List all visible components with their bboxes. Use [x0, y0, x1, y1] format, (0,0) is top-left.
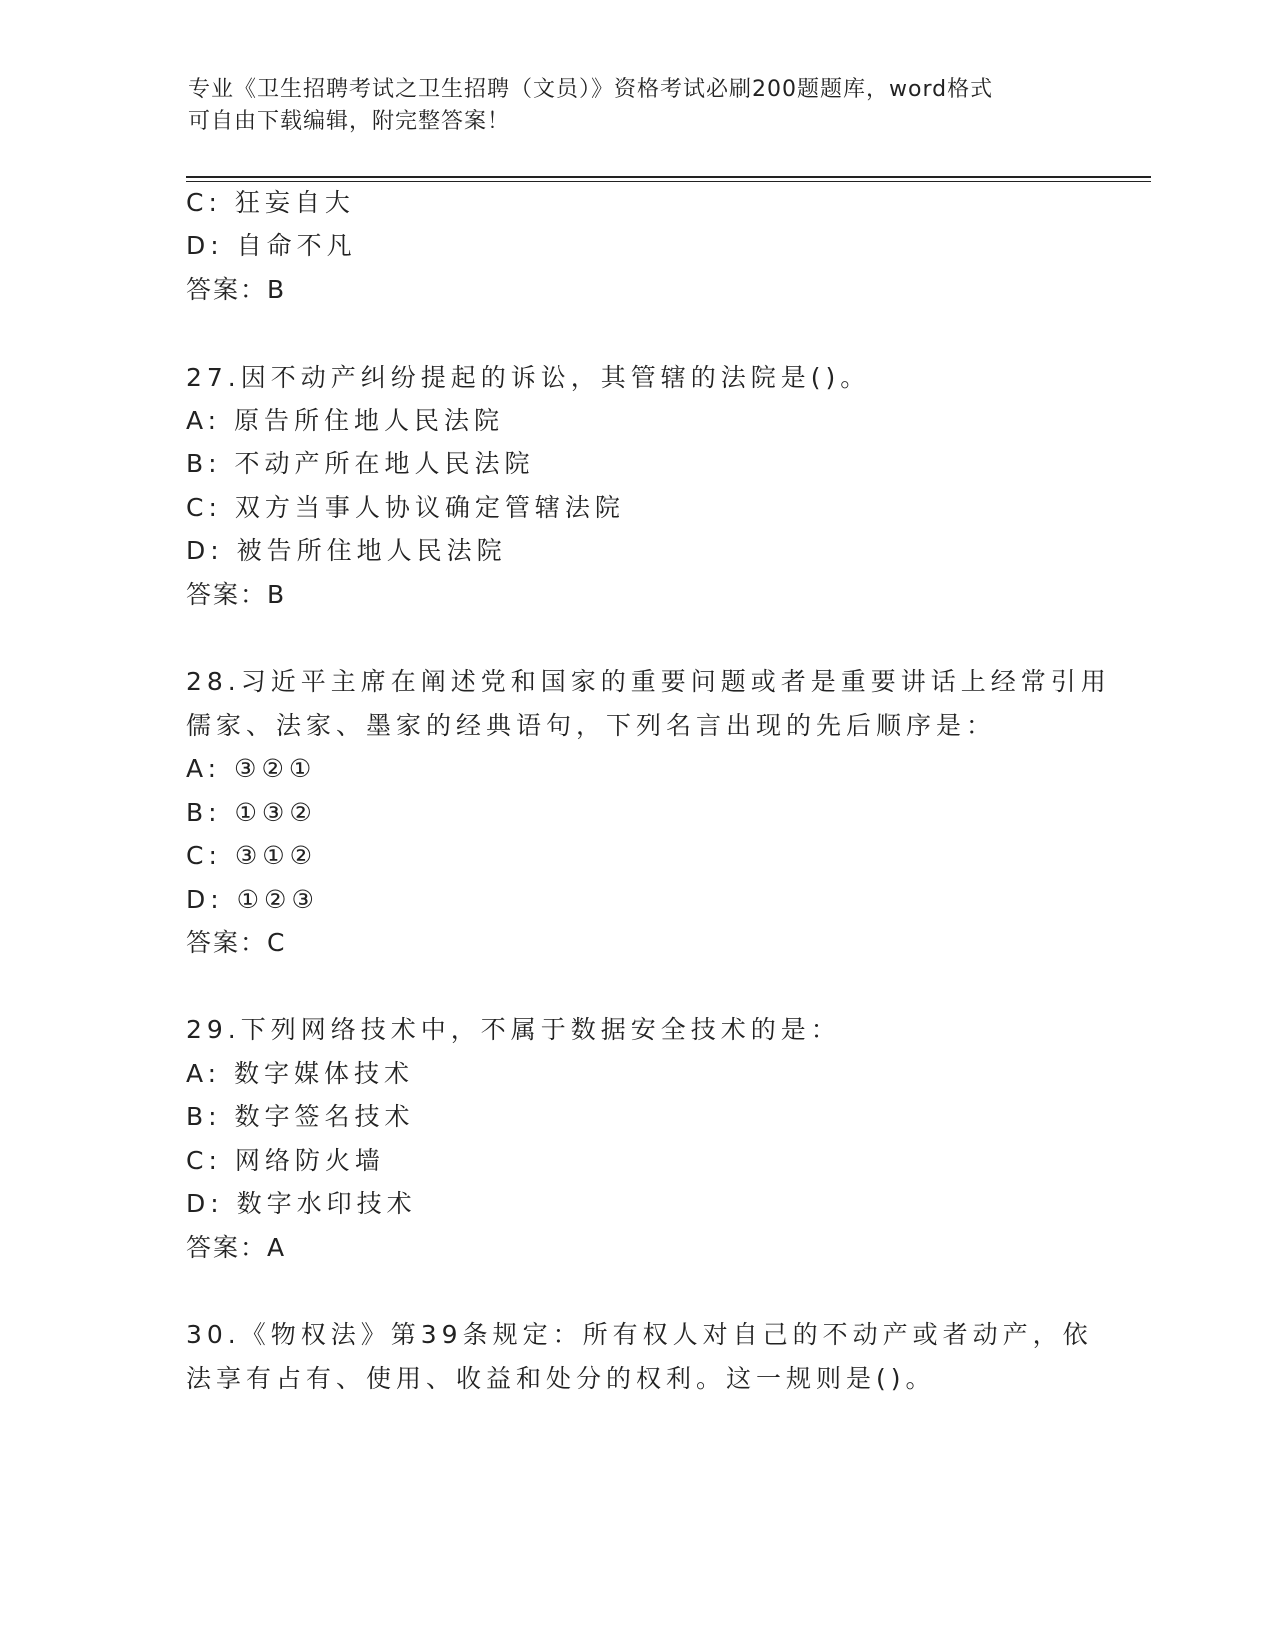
question-28-option-a: A: ③②① — [186, 754, 317, 783]
question-28-option-c: C: ③①② — [186, 841, 318, 870]
option-d: D: 自命不凡 — [186, 231, 357, 260]
question-27-option-a: A: 原告所住地人民法院 — [186, 406, 505, 435]
page-header — [188, 74, 1068, 138]
question-27-option-d: D: 被告所住地人民法院 — [186, 536, 507, 565]
header-divider — [186, 176, 1151, 182]
header-line-1: 专业《卫生招聘考试之卫生招聘（文员）》资格考试必刷200题题库，word格式 — [188, 77, 994, 102]
header-line-2: 可自由下载编辑，附完整答案！ — [188, 109, 511, 134]
question-29-option-c: C: 网络防火墙 — [186, 1146, 385, 1175]
question-27-answer: 答案：B — [186, 580, 287, 609]
option-c: C: 狂妄自大 — [186, 188, 355, 217]
question-27-stem: 27.因不动产纠纷提起的诉讼，其管辖的法院是()。 — [186, 363, 871, 392]
question-30-stem-line-2: 法享有占有、使用、收益和处分的权利。这一规则是()。 — [186, 1364, 936, 1393]
question-29-stem: 29.下列网络技术中，不属于数据安全技术的是： — [186, 1015, 841, 1044]
question-28-option-d: D: ①②③ — [186, 885, 319, 914]
question-28-stem-line-2: 儒家、法家、墨家的经典语句，下列名言出现的先后顺序是： — [186, 711, 997, 740]
question-29-option-d: D: 数字水印技术 — [186, 1189, 417, 1218]
question-27-option-c: C: 双方当事人协议确定管辖法院 — [186, 493, 625, 522]
question-29-option-b: B: 数字签名技术 — [186, 1102, 415, 1131]
question-30-stem-line-1: 30.《物权法》第39条规定：所有权人对自己的不动产或者动产，依 — [186, 1320, 1093, 1349]
question-27-option-b: B: 不动产所在地人民法院 — [186, 449, 535, 478]
question-28-option-b: B: ①③② — [186, 798, 317, 827]
question-28-answer: 答案：C — [186, 928, 287, 957]
question-29-answer: 答案：A — [186, 1233, 287, 1262]
question-29-option-a: A: 数字媒体技术 — [186, 1059, 415, 1088]
answer: 答案：B — [186, 275, 287, 304]
question-28-stem-line-1: 28.习近平主席在阐述党和国家的重要问题或者是重要讲话上经常引用 — [186, 667, 1111, 696]
